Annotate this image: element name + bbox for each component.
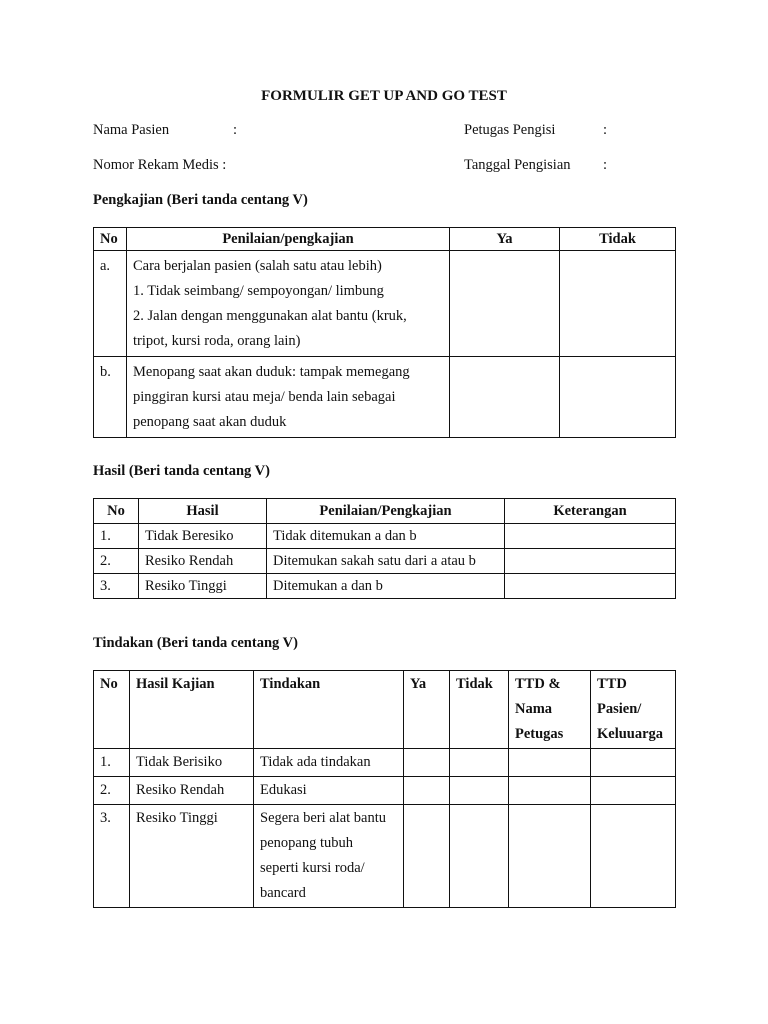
hasil-table [93,498,676,599]
row-no: b. [94,357,127,438]
header-hasil-kajian: Hasil Kajian [130,671,254,749]
header-line: Pasien/ [597,701,642,717]
ttd-pasien-cell[interactable] [591,777,676,805]
header-line: TTD [597,676,627,692]
ya-checkbox-cell[interactable] [404,805,450,908]
pengkajian-heading: Pengkajian (Beri tanda centang V) [93,192,308,208]
text-line: pinggiran kursi atau meja/ benda lain sebagai [133,389,396,405]
keterangan-cell[interactable] [505,524,676,549]
text-line: penopang tubuh [260,835,354,851]
table-header-row [94,228,676,251]
header-penilaian: Penilaian/pengkajian [127,228,450,251]
ttd-petugas-cell[interactable] [509,805,591,908]
header-tidak: Tidak [450,671,509,749]
page-title: FORMULIR GET UP AND GO TEST [261,88,507,104]
row-tindakan [254,777,404,805]
tindakan-heading: Tindakan (Beri tanda centang V) [93,635,298,651]
row-tindakan [254,749,404,777]
header-ya: Ya [450,228,560,251]
ttd-pasien-cell[interactable] [591,805,676,908]
row-hasil: Tidak Beresiko [139,524,267,549]
keterangan-cell[interactable] [505,574,676,599]
ttd-pasien-cell[interactable] [591,749,676,777]
petugas-pengisi-colon: : [603,122,608,138]
ya-checkbox-cell[interactable] [450,357,560,438]
row-penilaian [127,357,450,438]
text-line: Edukasi [260,782,307,798]
text-line: Tidak ada tindakan [260,754,371,770]
row-penilaian [127,251,450,357]
header-no: No [94,499,139,524]
tanggal-pengisian-label: Tanggal Pengisian [464,157,571,173]
header-no: No [94,228,127,251]
text-line: 2. Jalan dengan menggunakan alat bantu (kruk, [133,308,407,324]
tidak-checkbox-cell[interactable] [450,805,509,908]
table-row [94,251,676,357]
table-row [94,524,676,549]
ya-checkbox-cell[interactable] [404,777,450,805]
text-line: 1. Tidak seimbang/ sempoyongan/ limbung [133,283,384,299]
table-row [94,777,676,805]
ya-checkbox-cell[interactable] [404,749,450,777]
hasil-heading: Hasil (Beri tanda centang V) [93,463,270,479]
text-line: Menopang saat akan duduk: tampak memegang [133,364,410,380]
row-penilaian: Tidak ditemukan a dan b [267,524,505,549]
header-ttd-pasien [591,671,676,749]
row-no: 2. [94,777,130,805]
header-no: No [94,671,130,749]
header-penilaian: Penilaian/Pengkajian [267,499,505,524]
nomor-rekam-medis-label: Nomor Rekam Medis : [93,157,227,173]
text-line: seperti kursi roda/ [260,860,365,876]
row-no: a. [94,251,127,357]
table-row [94,574,676,599]
header-line: Petugas [515,726,564,742]
text-line: penopang saat akan duduk [133,414,287,430]
header-tidak: Tidak [560,228,676,251]
tindakan-table [93,670,676,908]
row-no: 1. [94,524,139,549]
table-row [94,549,676,574]
nama-pasien-colon: : [233,122,238,138]
keterangan-cell[interactable] [505,549,676,574]
row-hasil-kajian: Resiko Tinggi [130,805,254,908]
header-line: TTD & [515,676,561,692]
table-row [94,749,676,777]
nama-pasien-label: Nama Pasien [93,122,170,138]
table-header-row [94,671,676,749]
row-hasil: Resiko Rendah [139,549,267,574]
row-hasil: Resiko Tinggi [139,574,267,599]
table-row [94,357,676,438]
header-line: Keluuarga [597,726,664,742]
text-line: bancard [260,885,306,901]
tidak-checkbox-cell[interactable] [450,749,509,777]
tidak-checkbox-cell[interactable] [560,357,676,438]
row-no: 3. [94,805,130,908]
pengkajian-table [93,227,676,438]
table-header-row [94,499,676,524]
row-no: 2. [94,549,139,574]
tanggal-pengisian-colon: : [603,157,608,173]
row-penilaian: Ditemukan a dan b [267,574,505,599]
header-tindakan: Tindakan [254,671,404,749]
text-line: Cara berjalan pasien (salah satu atau lebih) [133,258,382,274]
row-penilaian: Ditemukan sakah satu dari a atau b [267,549,505,574]
tidak-checkbox-cell[interactable] [560,251,676,357]
header-hasil: Hasil [139,499,267,524]
text-line: tripot, kursi roda, orang lain) [133,333,301,349]
ttd-petugas-cell[interactable] [509,777,591,805]
ttd-petugas-cell[interactable] [509,749,591,777]
ya-checkbox-cell[interactable] [450,251,560,357]
row-no: 3. [94,574,139,599]
table-row [94,805,676,908]
tidak-checkbox-cell[interactable] [450,777,509,805]
row-hasil-kajian: Tidak Berisiko [130,749,254,777]
header-ttd-petugas [509,671,591,749]
text-line: Segera beri alat bantu [260,810,387,826]
row-no: 1. [94,749,130,777]
petugas-pengisi-label: Petugas Pengisi [464,122,556,138]
header-line: Nama [515,701,553,717]
header-keterangan: Keterangan [505,499,676,524]
row-hasil-kajian: Resiko Rendah [130,777,254,805]
row-tindakan [254,805,404,908]
header-ya: Ya [404,671,450,749]
